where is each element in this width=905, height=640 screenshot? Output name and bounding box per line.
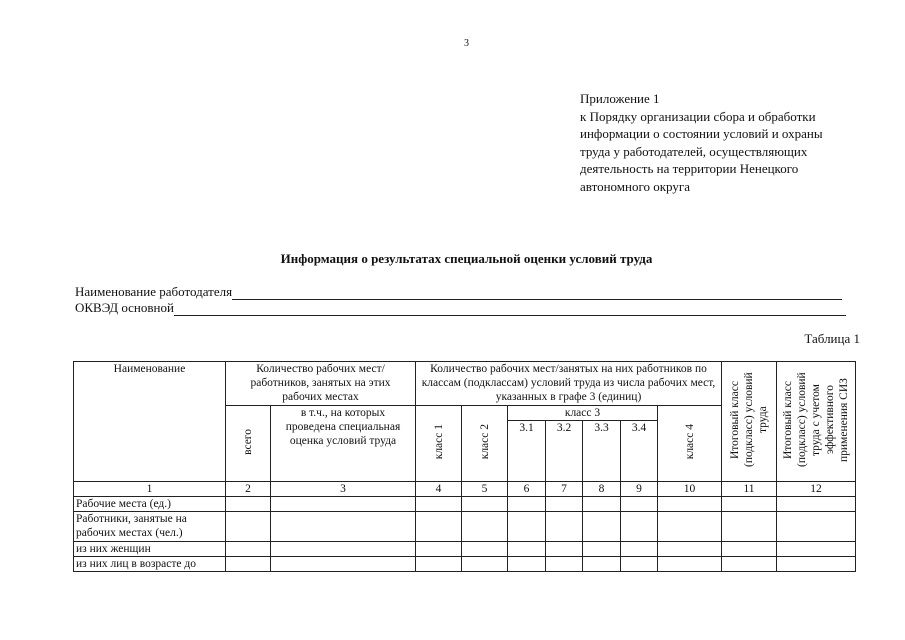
column-number: 10 — [658, 482, 722, 497]
data-cell[interactable] — [777, 557, 856, 572]
data-cell[interactable] — [658, 542, 722, 557]
appendix-line: Приложение 1 — [580, 91, 660, 106]
data-cell[interactable] — [462, 542, 508, 557]
data-cell[interactable] — [621, 512, 658, 542]
employer-blank-line — [232, 287, 842, 300]
data-cell[interactable] — [658, 512, 722, 542]
data-cell[interactable] — [777, 542, 856, 557]
data-cell[interactable] — [658, 497, 722, 512]
data-cell[interactable] — [226, 512, 271, 542]
results-table — [73, 361, 856, 572]
column-number: 1 — [74, 482, 226, 497]
data-cell[interactable] — [271, 542, 416, 557]
data-cell[interactable] — [416, 497, 462, 512]
appendix-line: к Порядку организации сбора и обработки — [580, 108, 816, 124]
data-cell[interactable] — [416, 512, 462, 542]
page-number: 3 — [464, 38, 469, 49]
document-title: Информация о результатах специальной оценки условий труда — [280, 251, 653, 266]
data-cell[interactable] — [508, 497, 546, 512]
header-total — [226, 406, 271, 482]
employer-field — [75, 284, 842, 300]
appendix-line: автономного округа — [580, 178, 690, 194]
okved-field — [75, 300, 846, 316]
header-final-class-text: Итоговый класс (подкласс) условий труда — [729, 372, 769, 467]
column-number: 7 — [546, 482, 583, 497]
column-number: 12 — [777, 482, 856, 497]
okved-label: ОКВЭД основной — [75, 300, 174, 315]
column-number: 8 — [583, 482, 621, 497]
data-cell[interactable] — [777, 512, 856, 542]
data-cell[interactable] — [271, 512, 416, 542]
data-cell[interactable] — [722, 512, 777, 542]
data-cell[interactable] — [777, 497, 856, 512]
header-name: Наименование — [74, 362, 226, 482]
column-number: 5 — [462, 482, 508, 497]
data-cell[interactable] — [508, 512, 546, 542]
table-caption: Таблица 1 — [804, 331, 860, 346]
appendix-line: деятельность на территории Ненецкого — [580, 161, 799, 176]
row-label: Работники, занятые на рабочих местах (чел.) — [74, 512, 226, 542]
column-number: 6 — [508, 482, 546, 497]
data-cell[interactable] — [583, 512, 621, 542]
header-class2 — [462, 406, 508, 482]
row-label: Рабочие места (ед.) — [74, 497, 226, 512]
data-cell[interactable] — [583, 497, 621, 512]
data-cell[interactable] — [658, 557, 722, 572]
header-total-text: всего — [242, 428, 254, 455]
header-final-class — [722, 362, 777, 482]
data-cell[interactable] — [462, 512, 508, 542]
data-cell[interactable] — [226, 542, 271, 557]
data-cell[interactable] — [722, 497, 777, 512]
data-cell[interactable] — [508, 542, 546, 557]
data-cell[interactable] — [462, 557, 508, 572]
data-cell[interactable] — [621, 557, 658, 572]
data-cell[interactable] — [508, 557, 546, 572]
data-cell[interactable] — [462, 497, 508, 512]
column-number: 11 — [722, 482, 777, 497]
data-cell[interactable] — [621, 497, 658, 512]
table-row — [74, 512, 856, 542]
header-assessed: в т.ч., на которых проведена специальная оценка условий труда — [271, 406, 416, 482]
table-row — [74, 542, 856, 557]
data-cell[interactable] — [546, 557, 583, 572]
data-cell[interactable] — [546, 542, 583, 557]
header-sub-3-4: 3.4 — [621, 421, 658, 482]
employer-label: Наименование работодателя — [75, 284, 233, 299]
appendix-line: труда у работодателей, осуществляющих — [580, 143, 808, 159]
appendix-reference — [580, 90, 880, 195]
header-class1 — [416, 406, 462, 482]
header-class4-text: класс 4 — [683, 423, 696, 460]
table-row — [74, 497, 856, 512]
row-label: из них женщин — [74, 542, 226, 557]
data-cell[interactable] — [416, 542, 462, 557]
header-workplaces-group: Количество рабочих мест/ работников, занятых на этих рабочих местах — [226, 362, 416, 406]
data-cell[interactable] — [722, 557, 777, 572]
data-cell[interactable] — [416, 557, 462, 572]
data-cell[interactable] — [546, 512, 583, 542]
data-cell[interactable] — [226, 557, 271, 572]
appendix-line: информации о состоянии условий и охраны — [580, 126, 823, 141]
data-cell[interactable] — [226, 497, 271, 512]
row-label: из них лиц в возрасте до — [74, 557, 226, 572]
column-number: 3 — [271, 482, 416, 497]
header-sub-3-3: 3.3 — [583, 421, 621, 482]
header-sub-3-2: 3.2 — [546, 421, 583, 482]
header-class2-text: класс 2 — [478, 423, 491, 460]
column-number: 2 — [226, 482, 271, 497]
header-class1-text: класс 1 — [432, 423, 445, 460]
data-cell[interactable] — [583, 557, 621, 572]
data-cell[interactable] — [583, 542, 621, 557]
data-cell[interactable] — [546, 497, 583, 512]
data-cell[interactable] — [621, 542, 658, 557]
column-number: 9 — [621, 482, 658, 497]
header-sub-3-1: 3.1 — [508, 421, 546, 482]
header-final-class-ppe-text: Итоговый класс (подкласс) условий труда с учетом эффективного применения СИЗ — [782, 372, 850, 467]
okved-blank-line — [174, 303, 846, 316]
data-cell[interactable] — [722, 542, 777, 557]
data-cell[interactable] — [271, 497, 416, 512]
header-class3: класс 3 — [508, 406, 658, 421]
data-cell[interactable] — [271, 557, 416, 572]
column-number: 4 — [416, 482, 462, 497]
header-class4 — [658, 406, 722, 482]
header-final-class-ppe — [777, 362, 856, 482]
header-classes-group: Количество рабочих мест/занятых на них работников по классам (подклассам) условий труда из числа рабочих мест, указанных в графе 3 (единиц) — [416, 362, 722, 406]
table-row — [74, 557, 856, 572]
